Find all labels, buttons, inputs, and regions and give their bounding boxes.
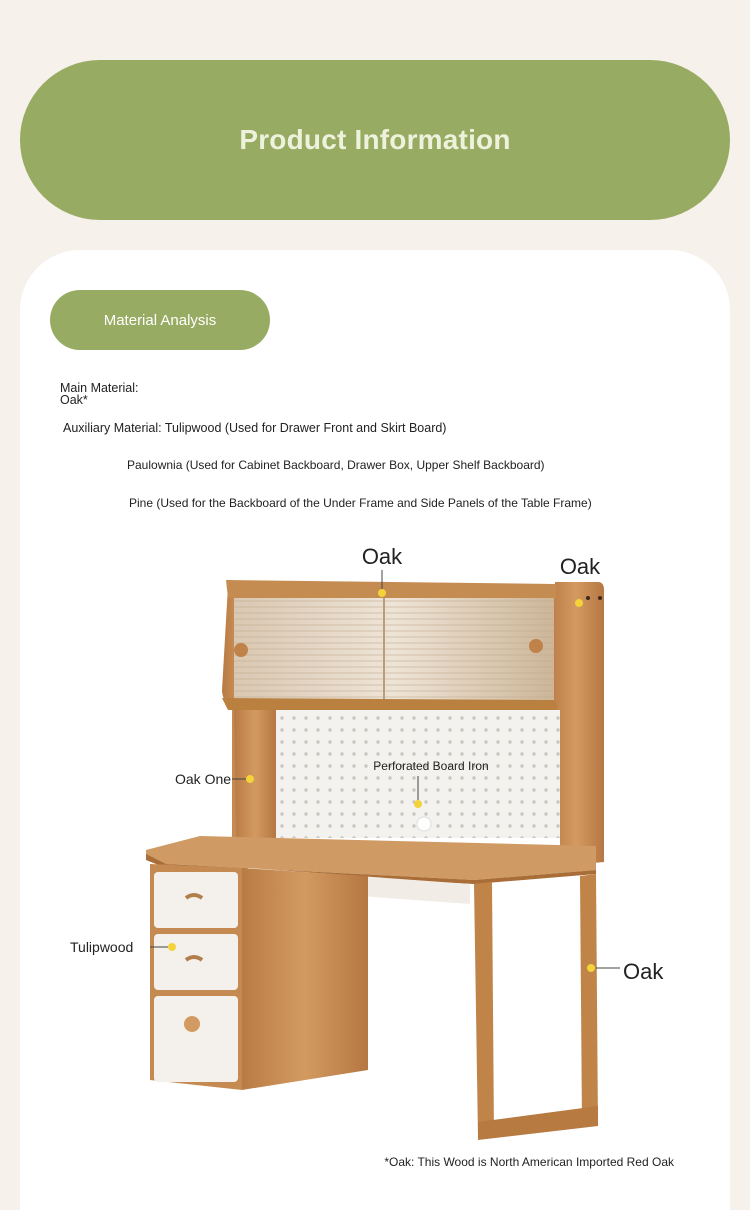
door-knob-right <box>529 639 543 653</box>
drawer-cabinet-body <box>240 868 368 1090</box>
oak-footnote: *Oak: This Wood is North American Imported Red Oak <box>384 1155 674 1169</box>
svg-text:Perforated Board Iron: Perforated Board Iron <box>373 759 489 773</box>
desk-leg-frame <box>474 874 598 1140</box>
callout-dot <box>168 943 176 951</box>
page-title: Product Information <box>239 124 511 155</box>
callout-dot <box>414 800 422 808</box>
callout-dot <box>378 589 386 597</box>
hutch-top-board <box>226 580 556 598</box>
svg-text:Oak: Oak <box>361 544 403 569</box>
auxiliary-material-text: Auxiliary Material: Tulipwood (Used for Drawer Front and Skirt Board) <box>63 421 447 435</box>
drawer-knob <box>184 1016 200 1032</box>
callout-dot <box>575 599 583 607</box>
paulownia-material-text: Paulownia (Used for Cabinet Backboard, Drawer Box, Upper Shelf Backboard) <box>127 458 545 472</box>
header-banner <box>20 60 730 220</box>
svg-text:Oak One: Oak One <box>175 771 232 787</box>
pine-material-text: Pine (Used for the Backboard of the Under Frame and Side Panels of the Table Frame) <box>129 496 592 510</box>
main-material-label: Main Material: <box>60 381 139 395</box>
callout-dot <box>587 964 595 972</box>
drawer-2 <box>154 934 238 990</box>
main-material-value: Oak* <box>60 393 88 407</box>
svg-text:Oak: Oak <box>559 554 601 579</box>
material-analysis-badge: Material Analysis <box>50 290 270 350</box>
drawer-3 <box>154 996 238 1082</box>
hutch-shelf <box>222 698 557 712</box>
desk-illustration <box>0 280 750 1160</box>
callout-leg <box>587 959 664 984</box>
door-knob-left <box>234 643 248 657</box>
callout-dot <box>246 775 254 783</box>
svg-text:Oak: Oak <box>623 959 664 984</box>
drawer-1 <box>154 872 238 928</box>
svg-text:Tulipwood: Tulipwood <box>70 939 134 955</box>
